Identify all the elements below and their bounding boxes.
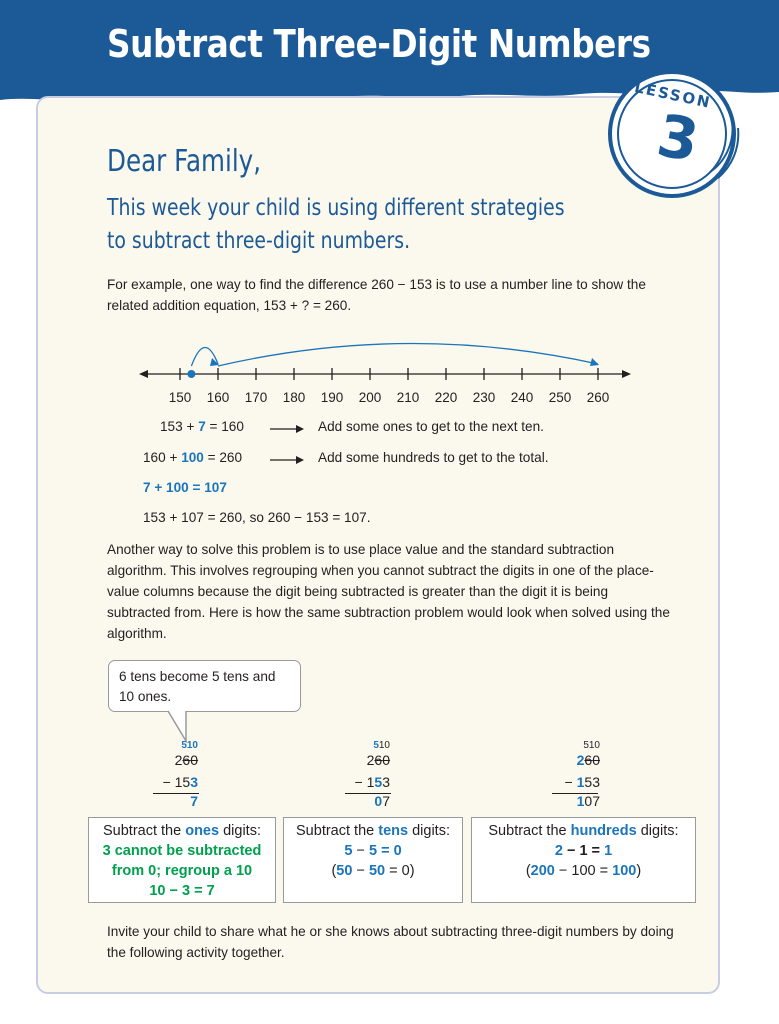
calc2-subtrahend bbox=[355, 774, 390, 790]
calc3-result-b: 07 bbox=[584, 793, 600, 809]
calc3-minus-a: − bbox=[564, 774, 577, 790]
hundreds-l2-c: 1 bbox=[604, 843, 613, 859]
equation-2 bbox=[143, 450, 242, 465]
calc3-result bbox=[577, 793, 600, 809]
ones-heading-post: digits: bbox=[219, 823, 261, 839]
calc2-top-ones: 0 bbox=[382, 752, 390, 768]
tick-label-150: 150 bbox=[168, 390, 192, 405]
hundreds-l3-e: ) bbox=[636, 863, 642, 879]
equation-1 bbox=[160, 419, 244, 434]
calc3-subtrahend bbox=[565, 774, 600, 790]
calc3-top-tens: 6 bbox=[584, 752, 593, 768]
calc2-minus-b: 5 bbox=[374, 774, 383, 790]
calc2-regroup-a: 5 bbox=[373, 740, 379, 751]
calc2-minus-a: − 1 bbox=[354, 774, 375, 790]
tens-l2-d: = 0 bbox=[377, 843, 402, 859]
calc3-result-a: 1 bbox=[576, 793, 585, 809]
calc2-top-tens: 6 bbox=[374, 752, 383, 768]
calc2-top-hundreds: 2 bbox=[366, 752, 375, 768]
eq2-part-b: 100 bbox=[181, 450, 204, 465]
hundreds-box-heading bbox=[472, 821, 695, 841]
hundreds-l2-a: 2 bbox=[554, 843, 563, 859]
ones-box-line2: 3 cannot be subtracted bbox=[102, 843, 262, 859]
calc2-result bbox=[374, 793, 390, 809]
ones-heading-key: ones bbox=[185, 823, 220, 839]
ones-heading-pre: Subtract the bbox=[103, 823, 186, 839]
tick-label-220: 220 bbox=[434, 390, 458, 405]
eq1-part-c: = 160 bbox=[205, 419, 244, 434]
start-point bbox=[187, 370, 195, 378]
calc1-result-b: 7 bbox=[190, 793, 198, 809]
equation-3: 7 + 100 = 107 bbox=[143, 480, 227, 495]
hundreds-l3-d: 100 bbox=[612, 863, 637, 879]
tick-label-160: 160 bbox=[206, 390, 230, 405]
equation-2-note: Add some hundreds to get to the total. bbox=[318, 450, 549, 465]
stamp-lesson-number: 3 bbox=[652, 101, 704, 175]
hundreds-l3-a: ( bbox=[525, 863, 531, 879]
tens-l2-c: 5 bbox=[368, 843, 378, 859]
equation-4: 153 + 107 = 260, so 260 − 153 = 107. bbox=[143, 510, 371, 525]
right-arrow-icon bbox=[270, 424, 304, 434]
ones-explanation-box bbox=[88, 817, 276, 903]
ones-box-line4: 10 − 3 = 7 bbox=[149, 883, 215, 899]
equation-1-note: Add some ones to get to the next ten. bbox=[318, 419, 544, 434]
calc2-regroup bbox=[373, 740, 390, 751]
tens-l3-c: − bbox=[352, 863, 369, 879]
algorithm-paragraph: Another way to solve this problem is to use place value and the standard subtraction algorithm. This involves regrouping when you cannot subtract the digits in one of the place-value columns because the digit being subtracted is greater than the digit it is being subtracted from. Here is how the same subtraction problem would look when solved using the algorithm. bbox=[107, 542, 670, 641]
jump-arrowhead-2 bbox=[590, 358, 599, 366]
eq2-part-c: = 260 bbox=[203, 450, 243, 465]
calc2-regroup-b: 10 bbox=[378, 740, 390, 751]
tick-label-260: 260 bbox=[586, 390, 610, 405]
tick-label-180: 180 bbox=[282, 390, 306, 405]
ones-box-heading bbox=[89, 821, 275, 841]
calc1-minus: − 15 bbox=[162, 774, 191, 790]
calc-ones bbox=[125, 740, 205, 810]
hundreds-box-line2 bbox=[472, 841, 695, 861]
calc2-top bbox=[367, 752, 390, 768]
calc3-top-hundreds: 2 bbox=[576, 752, 585, 768]
calc2-result-b: 7 bbox=[382, 793, 390, 809]
greeting: Dear Family, bbox=[107, 144, 262, 179]
tens-box-line3 bbox=[284, 861, 462, 881]
ones-box-line3: from 0; regroup a 10 bbox=[111, 863, 253, 879]
calc3-minus-c: 53 bbox=[584, 774, 600, 790]
calc1-result bbox=[190, 793, 198, 809]
bubble-tail bbox=[160, 709, 200, 743]
tens-l3-a: ( bbox=[331, 863, 337, 879]
calc3-top bbox=[577, 752, 600, 768]
tens-l3-d: 50 bbox=[368, 863, 386, 879]
intro-paragraph: For example, one way to find the difference 260 − 153 is to use a number line to show the related addition equation, 153 + ? = 260. bbox=[107, 277, 646, 313]
hundreds-explanation-box bbox=[471, 817, 696, 903]
calc1-top bbox=[175, 752, 198, 768]
calc3-minus-b: 1 bbox=[576, 774, 585, 790]
hundreds-l3-b: 200 bbox=[530, 863, 555, 879]
calc1-sub-ones: 3 bbox=[190, 774, 198, 790]
tens-box-line2 bbox=[284, 841, 462, 861]
calc1-top-ones: 0 bbox=[190, 752, 198, 768]
hundreds-heading-post: digits: bbox=[636, 823, 679, 839]
calc1-regroup: 510 bbox=[181, 740, 198, 751]
hundreds-l2-b: − 1 = bbox=[562, 843, 605, 859]
tens-l3-b: 50 bbox=[336, 863, 353, 879]
eq1-part-a: 153 + bbox=[160, 419, 199, 434]
tick-label-210: 210 bbox=[396, 390, 420, 405]
tens-l3-e: = 0) bbox=[385, 863, 415, 879]
hundreds-box-line3 bbox=[472, 861, 695, 881]
calc1-subtrahend bbox=[163, 774, 198, 790]
subheading: This week your child is using different strategies to subtract three-digit numbers. bbox=[107, 195, 565, 254]
calc1-top-hundreds: 2 bbox=[174, 752, 183, 768]
number-line-labels bbox=[169, 390, 610, 405]
tens-heading-key: tens bbox=[378, 823, 409, 839]
tens-heading-pre: Subtract the bbox=[296, 823, 379, 839]
tick-label-230: 230 bbox=[472, 390, 496, 405]
tick-label-200: 200 bbox=[358, 390, 382, 405]
eq2-part-a: 160 + bbox=[143, 450, 182, 465]
tick-label-250: 250 bbox=[548, 390, 572, 405]
calc1-top-tens: 6 bbox=[182, 752, 191, 768]
calc-hundreds bbox=[524, 740, 604, 810]
closing-paragraph: Invite your child to share what he or she knows about subtracting three-digit numbers by doing the following activity together. bbox=[107, 924, 674, 960]
tens-heading-post: digits: bbox=[408, 823, 450, 839]
tick-label-170: 170 bbox=[244, 390, 268, 405]
eq1-part-b: 7 bbox=[198, 419, 206, 434]
calc2-result-a: 0 bbox=[374, 793, 383, 809]
calc3-regroup: 510 bbox=[583, 740, 600, 751]
number-line bbox=[135, 336, 635, 416]
tens-box-heading bbox=[284, 821, 462, 841]
hundreds-heading-key: hundreds bbox=[570, 823, 637, 839]
calc3-top-ones: 0 bbox=[592, 752, 600, 768]
hundreds-heading-pre: Subtract the bbox=[488, 823, 571, 839]
tens-explanation-box bbox=[283, 817, 463, 903]
tens-l2-a: 5 bbox=[344, 843, 353, 859]
stamp-lesson-word: LESSON bbox=[632, 78, 714, 112]
calc2-minus-c: 3 bbox=[382, 774, 390, 790]
tens-l2-b: − bbox=[352, 843, 369, 859]
jump-arc-large bbox=[218, 343, 598, 366]
right-arrow-icon bbox=[270, 455, 304, 465]
calc-tens bbox=[317, 740, 397, 810]
tick-label-190: 190 bbox=[320, 390, 344, 405]
page-title: Subtract Three-Digit Numbers bbox=[107, 22, 651, 66]
hundreds-l3-c: − 100 = bbox=[554, 863, 613, 879]
speech-bubble: 6 tens become 5 tens and 10 ones. bbox=[108, 660, 301, 712]
tick-label-240: 240 bbox=[510, 390, 534, 405]
